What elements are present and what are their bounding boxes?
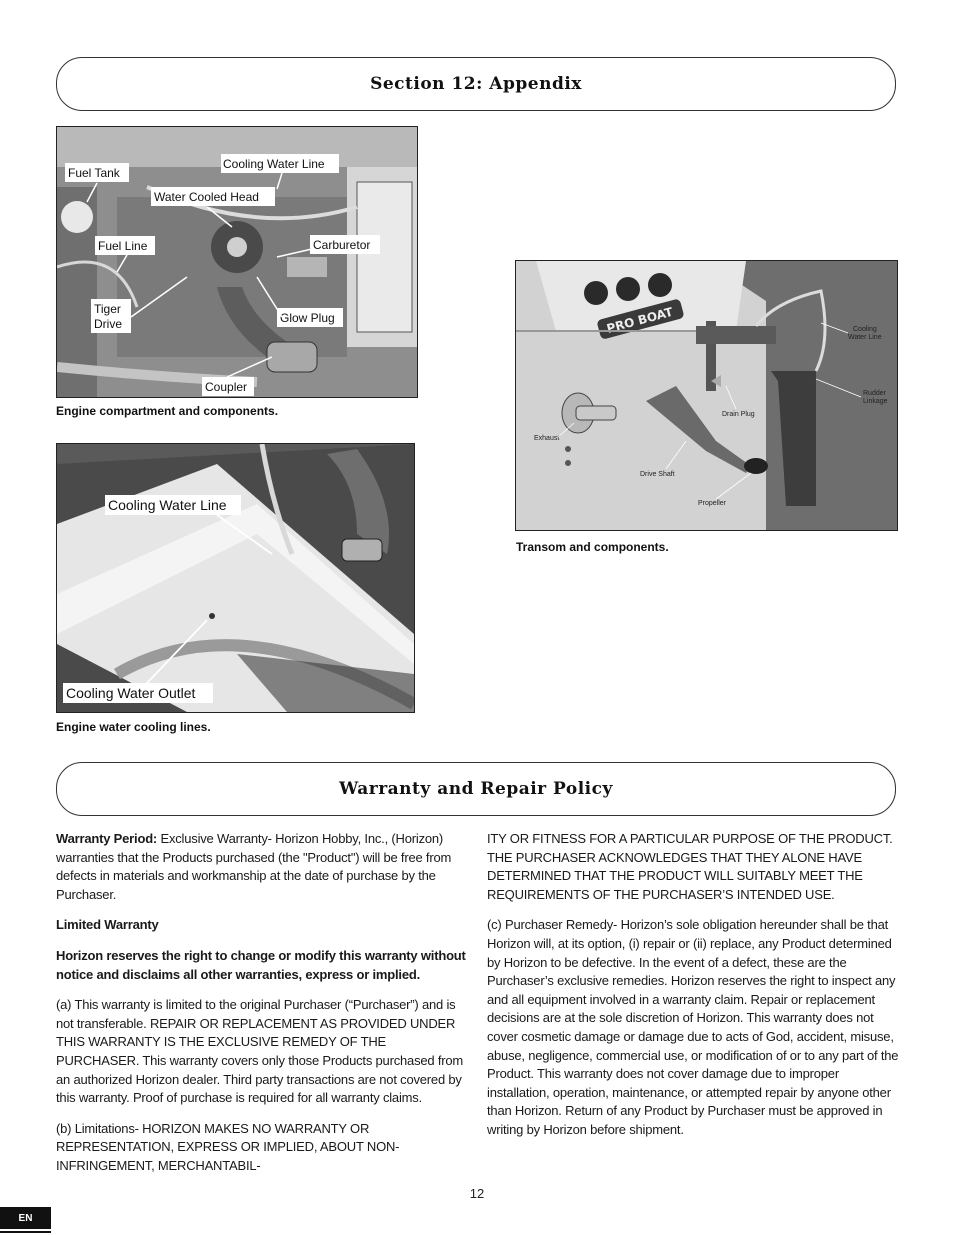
label-drive: Drive: [94, 317, 123, 331]
pro-boat-logo-text: PRO BOAT: [605, 304, 675, 336]
label-fuel-line: Fuel Line: [98, 239, 148, 253]
label-carburetor: Carburetor: [313, 238, 371, 252]
section-banner: [56, 57, 896, 111]
warranty-period-paragraph: [56, 830, 468, 904]
cooling-photo-caption: Engine water cooling lines.: [56, 720, 211, 734]
warranty-right-column: [487, 830, 899, 1152]
cooling-lines-photo: [56, 443, 415, 713]
warranty-period-label: Warranty Period:: [56, 831, 158, 846]
transom-photo-caption: Transom and components.: [516, 540, 669, 554]
label-propeller: Propeller: [698, 500, 727, 507]
label-exhaust: Exhaust: [534, 435, 560, 442]
label-drive-shaft: Drive Shaft: [640, 471, 675, 478]
label-cooling: Cooling: [853, 326, 877, 333]
warranty-para-a: (a) This warranty is limited to the original Purchaser (“Purchaser”) and is not transferable. REPAIR OR REPLACEMENT AS PROVIDED UNDER THIS WARRANTY IS THE EXCLUSIVE REMEDY OF THE PURCHASER. This warranty covers only those Products purchased from an authorized Horizon dealer. Third party transactions are not covered by this warranty. Proof of purchase is required for all warranty claims.: [56, 997, 464, 1106]
warranty-para-b: (b) Limitations- HORIZON MAKES NO WARRANTY OR REPRESENTATION, EXPRESS OR IMPLIED, ABOUT NON-INFRINGEMENT, MERCHANTABIL-: [56, 1120, 400, 1173]
language-tab-underline: [0, 1231, 51, 1233]
label-tiger: Tiger: [94, 302, 121, 316]
warranty-period-text: Exclusive Warranty- Horizon Hobby, Inc., (Horizon) warranties that the Products purchased (the "Product") will be free from defects in materials and workmanship at the date of purchase by the Purchaser.: [56, 831, 452, 902]
label-cooling-water-line: Cooling Water Line: [223, 157, 325, 171]
warranty-para-c: (c) Purchaser Remedy- Horizon’s sole obligation hereunder shall be that Horizon will, at its option, (i) repair or (ii) replace, any Product determined by Horizon to be defective. In the event of a defect, these are the Purchaser’s exclusive remedies. Horizon reserves the right to inspect any and all equipment involved in a warranty claim. Repair or replacement decisions are at the sole discretion of Horizon. This warranty does not cover cosmetic damage or damage due to acts of God, accident, misuse, abuse, negligence, commercial use, or modification of or to any part of the Product. This warranty does not cover damage due to improper installation, operation, maintenance, or attempted repair by anyone other than Horizon. Return of any Product by Purchaser must be approved in writing by Horizon before shipment.: [487, 917, 899, 1137]
warranty-title: Warranty and Repair Policy: [339, 779, 613, 799]
section-title: Section 12: Appendix: [370, 74, 582, 94]
transom-photo: [515, 260, 898, 531]
warranty-para-b-continued: ITY OR FITNESS FOR A PARTICULAR PURPOSE OF THE PRODUCT. THE PURCHASER ACKNOWLEDGES THAT THEY ALONE HAVE DETERMINED THAT THE PRODUCT WILL SUITABLY MEET THE REQUIREMENTS OF THE PURCHASER’S INTENDED USE.: [487, 831, 893, 902]
reserve-right-notice: Horizon reserves the right to change or modify this warranty without notice and disclaims all other warranties, express or implied.: [56, 947, 466, 982]
label-water-cooled-head: Water Cooled Head: [154, 190, 259, 204]
label-water-line: Water Line: [848, 334, 882, 341]
label-rudder: Rudder: [863, 390, 886, 397]
label-linkage: Linkage: [863, 398, 888, 405]
label-cooling-water-outlet: Cooling Water Outlet: [66, 685, 196, 701]
page-number: 12: [469, 1186, 485, 1201]
engine-compartment-photo: [56, 126, 418, 398]
label-fuel-tank: Fuel Tank: [68, 166, 120, 180]
label-coupler: Coupler: [205, 380, 248, 394]
warranty-banner: [56, 762, 896, 816]
label-cooling-water-line-2: Cooling Water Line: [108, 497, 227, 513]
warranty-left-column: [56, 830, 468, 1188]
label-drain-plug: Drain Plug: [722, 411, 755, 418]
language-tab: EN: [0, 1207, 51, 1229]
limited-warranty-heading: Limited Warranty: [56, 917, 159, 933]
engine-photo-caption: Engine compartment and components.: [56, 404, 279, 418]
label-glow-plug: Glow Plug: [280, 311, 335, 325]
